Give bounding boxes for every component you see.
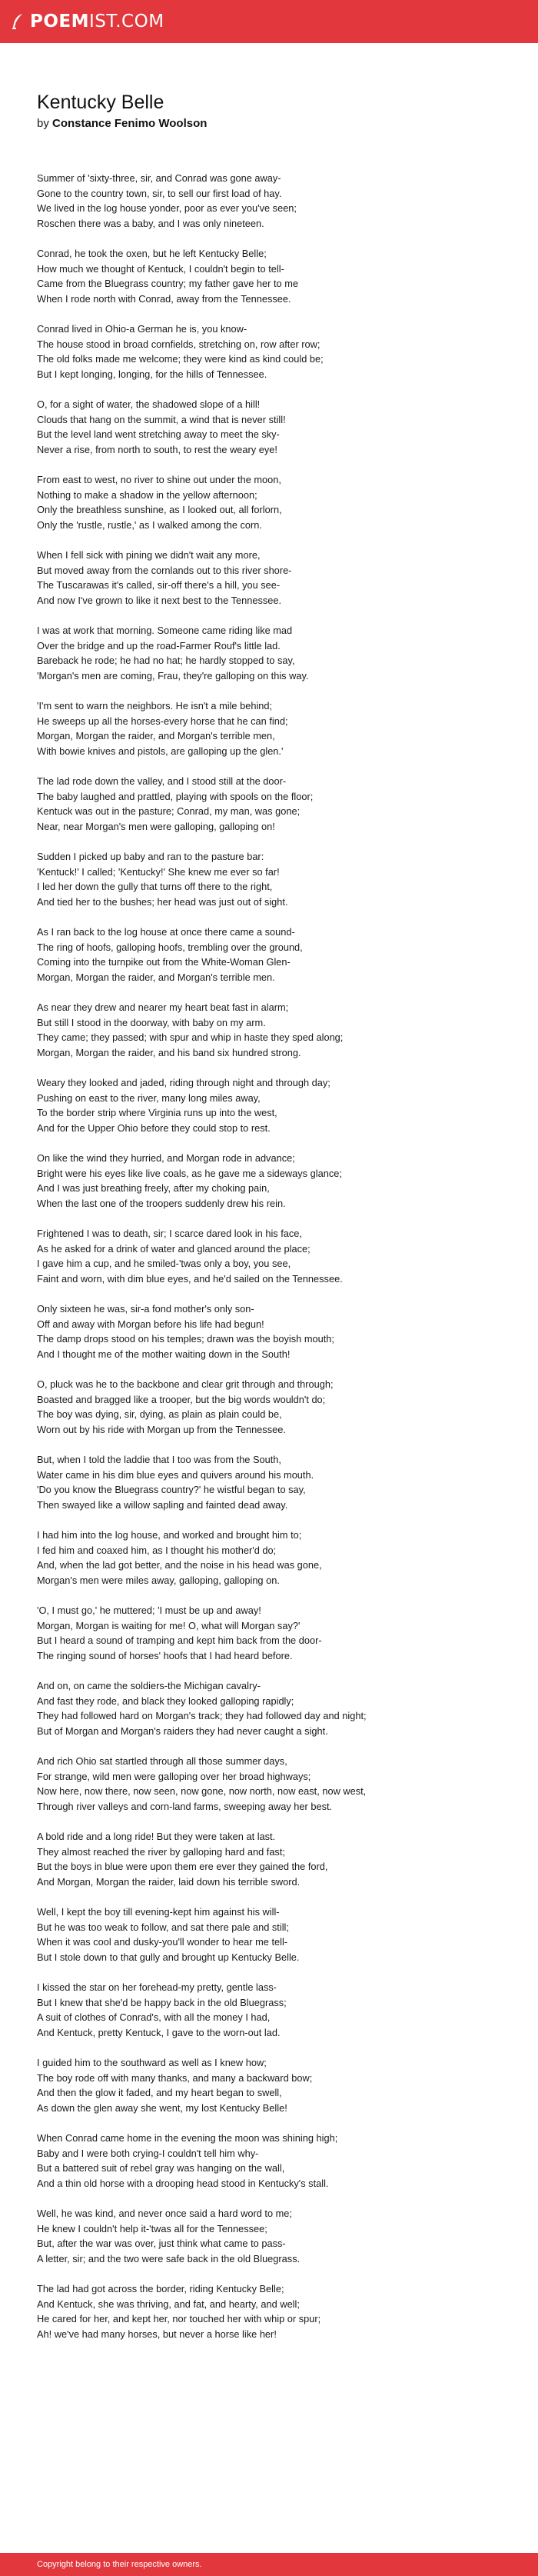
poem-line: And Kentuck, she was thriving, and fat, and hearty, and well; <box>37 2298 300 2310</box>
poem-line: And now I've grown to like it next best to the Tennessee. <box>37 594 282 606</box>
poem-line: But I kept longing, longing, for the hills of Tennessee. <box>37 368 267 380</box>
stanza <box>37 1829 538 1889</box>
poem-line: The lad rode down the valley, and I stood still at the door- <box>37 775 287 787</box>
poem-line: How much we thought of Kentuck, I couldn't begin to tell- <box>37 262 284 275</box>
poem-line: But moved away from the cornlands out to this river shore- <box>37 564 292 576</box>
stanza <box>37 1377 538 1437</box>
stanza <box>37 1000 538 1060</box>
poem-line: The old folks made me welcome; they were kind as kind could be; <box>37 353 324 365</box>
stanza <box>37 1226 538 1286</box>
poem-line: A bold ride and a long ride! But they were taken at last. <box>37 1831 276 1842</box>
poem-line: Morgan, Morgan the raider, and Morgan's terrible men, <box>37 730 275 741</box>
poem-line: Coming into the turnpike out from the White-Woman Glen- <box>37 956 291 968</box>
poem-line: When I rode north with Conrad, away from the Tennessee. <box>37 292 291 305</box>
poem-line: Worn out by his ride with Morgan up from the Tennessee. <box>37 1423 286 1435</box>
copyright-text: Copyright belong to their respective owners. <box>37 2560 202 2569</box>
stanza <box>37 1075 538 1135</box>
poem-line: Over the bridge and up the road-Farmer Rouf's little lad. <box>37 639 281 651</box>
poem-line: But a battered suit of rebel gray was hanging on the wall, <box>37 2162 285 2174</box>
stanza <box>37 1151 538 1211</box>
poem-line: I was at work that morning. Someone came riding like mad <box>37 625 293 636</box>
poem-line: As I ran back to the log house at once there came a sound- <box>37 926 295 938</box>
poem-line: Ah! we've had many horses, but never a horse like her! <box>37 2328 277 2340</box>
poem-line: Nothing to make a shadow in the yellow afternoon; <box>37 488 257 501</box>
poem-line: Came from the Bluegrass country; my father gave her to me <box>37 278 298 289</box>
poem-line: Near, near Morgan's men were galloping, galloping on! <box>37 820 275 832</box>
poem-line: Only the 'rustle, rustle,' as I walked among the corn. <box>37 518 262 531</box>
poem-line: Sudden I picked up baby and ran to the pasture bar: <box>37 851 264 862</box>
poem-line: They came; they passed; with spur and whip in haste they sped along; <box>37 1031 344 1043</box>
poem-line: Morgan, Morgan the raider, and Morgan's terrible men. <box>37 971 275 983</box>
poem-line: Off and away with Morgan before his life had begun! <box>37 1318 264 1330</box>
poem-line: I led her down the gully that turns off there to the right, <box>37 881 273 892</box>
poem-line: And I was just breathing freely, after my choking pain, <box>37 1182 270 1194</box>
poem-line: 'Kentuck!' I called; 'Kentucky!' She knew me ever so far! <box>37 865 280 878</box>
stanza <box>37 1528 538 1588</box>
poem-line: Pushing on east to the river, many long miles away, <box>37 1091 261 1104</box>
poem-body <box>37 171 538 2341</box>
poem-line: Frightened I was to death, sir; I scarce dared look in his face, <box>37 1228 302 1239</box>
poem-content <box>0 43 538 2341</box>
poem-line: And on, on came the soldiers-the Michigan cavalry- <box>37 1680 261 1691</box>
poem-line: And Morgan, Morgan the raider, laid down his terrible sword. <box>37 1875 301 1888</box>
byline <box>37 116 538 132</box>
poem-line: And Kentuck, pretty Kentuck, I gave to the worn-out lad. <box>37 2026 281 2038</box>
poem-line: Through river valleys and corn-land farms, sweeping away her best. <box>37 1800 333 1812</box>
poem-line: But he was too weak to follow, and sat there pale and still; <box>37 1921 289 1933</box>
stanza <box>37 1452 538 1512</box>
poem-line: We lived in the log house yonder, poor as ever you've seen; <box>37 202 297 214</box>
stanza <box>37 397 538 457</box>
poem-line: Conrad lived in Ohio-a German he is, you know- <box>37 323 247 335</box>
stanza <box>37 2281 538 2341</box>
stanza <box>37 1980 538 2040</box>
poem-line: But, after the war was over, just think what came to pass- <box>37 2238 286 2249</box>
logo-text-bold: POEM <box>30 12 90 32</box>
poem-line: 'I'm sent to warn the neighbors. He isn't a mile behind; <box>37 700 273 711</box>
poem-line: The ring of hoofs, galloping hoofs, trembling over the ground, <box>37 941 303 953</box>
poem-line: I fed him and coaxed him, as I thought his mother'd do; <box>37 1544 277 1556</box>
poem-line: When it was cool and dusky-you'll wonder to hear me tell- <box>37 1936 288 1948</box>
poem-line: To the border strip where Virginia runs up into the west, <box>37 1107 277 1118</box>
stanza <box>37 623 538 683</box>
poem-line: He sweeps up all the horses-every horse that he can find; <box>37 715 288 727</box>
poem-line: The damp drops stood on his temples; drawn was the boyish mouth; <box>37 1333 334 1345</box>
site-header <box>0 0 538 43</box>
stanza <box>37 1678 538 1738</box>
poem-line: Bright were his eyes like live coals, as he gave me a sideways glance; <box>37 1167 342 1179</box>
site-logo[interactable] <box>11 12 164 32</box>
author-link[interactable]: Constance Fenimo Woolson <box>52 117 208 130</box>
poem-line: Roschen there was a baby, and I was only nineteen. <box>37 217 264 229</box>
poem-line: He cared for her, and kept her, nor touched her with whip or spur; <box>37 2313 321 2324</box>
poem-line: Well, I kept the boy till evening-kept him against his will- <box>37 1906 280 1918</box>
poem-line: But I stole down to that gully and brought up Kentucky Belle. <box>37 1951 300 1963</box>
quill-icon <box>11 13 25 30</box>
poem-line: Never a rise, from north to south, to rest the weary eye! <box>37 443 277 455</box>
stanza <box>37 2131 538 2191</box>
poem-line: Conrad, he took the oxen, but he left Kentucky Belle; <box>37 248 267 259</box>
poem-line: The lad had got across the border, riding Kentucky Belle; <box>37 2283 284 2294</box>
poem-line: I guided him to the southward as well as I knew how; <box>37 2057 267 2068</box>
poem-line: Clouds that hang on the summit, a wind that is never still! <box>37 413 286 425</box>
poem-line: Boasted and bragged like a trooper, but the big words wouldn't do; <box>37 1393 326 1405</box>
poem-line: But, when I told the laddie that I too was from the South, <box>37 1454 281 1465</box>
stanza <box>37 1603 538 1663</box>
poem-line: Morgan's men were miles away, galloping, galloping on. <box>37 1574 280 1586</box>
poem-line: They had followed hard on Morgan's track; they had followed day and night; <box>37 1710 367 1721</box>
poem-line: And for the Upper Ohio before they could stop to rest. <box>37 1121 271 1134</box>
poem-line: But of Morgan and Morgan's raiders they had never caught a sight. <box>37 1725 328 1737</box>
poem-line: And fast they rode, and black they looked galloping rapidly; <box>37 1695 294 1707</box>
poem-line: The boy rode off with many thanks, and many a backward bow; <box>37 2071 313 2084</box>
poem-line: And then the glow it faded, and my heart began to swell, <box>37 2087 282 2098</box>
poem-line: A letter, sir; and the two were safe back in the old Bluegrass. <box>37 2252 301 2264</box>
poem-line: The boy was dying, sir, dying, as plain as plain could be, <box>37 1408 282 1420</box>
poem-line: And, when the lad got better, and the noise in his head was gone, <box>37 1559 322 1571</box>
poem-line: The Tuscarawas it's called, sir-off there's a hill, you see- <box>37 579 281 591</box>
poem-line: And a thin old horse with a drooping head stood in Kentucky's stall. <box>37 2177 329 2189</box>
poem-line: The ringing sound of horses' hoofs that I had heard before. <box>37 1649 293 1661</box>
poem-line: When I fell sick with pining we didn't wait any more, <box>37 549 261 561</box>
poem-line: On like the wind they hurried, and Morgan rode in advance; <box>37 1152 295 1164</box>
poem-line: Well, he was kind, and never once said a hard word to me; <box>37 2208 292 2219</box>
poem-line: Morgan, Morgan is waiting for me! O, what will Morgan say?' <box>37 1619 301 1631</box>
poem-line: But the level land went stretching away to meet the sky- <box>37 428 280 440</box>
poem-line: I kissed the star on her forehead-my pretty, gentle lass- <box>37 1981 277 1993</box>
poem-line: The baby laughed and prattled, playing with spools on the floor; <box>37 790 314 802</box>
site-footer <box>0 2553 538 2576</box>
poem-line: Then swayed like a willow sapling and fainted dead away. <box>37 1498 288 1511</box>
stanza <box>37 925 538 985</box>
stanza <box>37 849 538 909</box>
poem-line: The house stood in broad cornfields, stretching on, row after row; <box>37 338 320 350</box>
stanza <box>37 322 538 382</box>
poem-title: Kentucky Belle <box>37 92 164 113</box>
poem-line: But still I stood in the doorway, with baby on my arm. <box>37 1016 266 1028</box>
poem-line: And I thought me of the mother waiting down in the South! <box>37 1348 291 1360</box>
poem-line: I gave him a cup, and he smiled-'twas only a boy, you see, <box>37 1258 291 1269</box>
poem-line: They almost reached the river by galloping hard and fast; <box>37 1845 285 1858</box>
poem-line: As near they drew and nearer my heart beat fast in alarm; <box>37 1001 289 1013</box>
poem-line: 'Morgan's men are coming, Frau, they're galloping on this way. <box>37 669 309 681</box>
poem-line: A suit of clothes of Conrad's, with all the money I had, <box>37 2011 271 2023</box>
poem-line: He knew I couldn't help it-'twas all for the Tennessee; <box>37 2222 267 2234</box>
stanza <box>37 472 538 532</box>
poem-line: Morgan, Morgan the raider, and his band six hundred strong. <box>37 1046 301 1058</box>
stanza <box>37 171 538 231</box>
stanza <box>37 698 538 758</box>
stanza <box>37 1905 538 1964</box>
poem-line: Baby and I were both crying-I couldn't tell him why- <box>37 2147 259 2159</box>
poem-line: Faint and worn, with dim blue eyes, and he'd sailed on the Tennessee. <box>37 1272 343 1285</box>
poem-line: O, pluck was he to the backbone and clear grit through and through; <box>37 1378 334 1390</box>
poem-line: But I knew that she'd be happy back in the old Bluegrass; <box>37 1996 287 2008</box>
logo-text-light: IST.COM <box>89 12 164 32</box>
stanza <box>37 774 538 834</box>
poem-line: But the boys in blue were upon them ere ever they gained the ford, <box>37 1861 328 1872</box>
poem-line: When the last one of the troopers suddenly drew his rein. <box>37 1197 286 1209</box>
poem-line: As down the glen away she went, my lost Kentucky Belle! <box>37 2101 287 2114</box>
poem-line: With bowie knives and pistols, are galloping up the glen.' <box>37 745 284 757</box>
poem-line: For strange, wild men were galloping over her broad highways; <box>37 1770 311 1782</box>
poem-line: But I heard a sound of tramping and kept him back from the door- <box>37 1635 322 1646</box>
poem-line: Water came in his dim blue eyes and quivers around his mouth. <box>37 1468 314 1481</box>
poem-line: When Conrad came home in the evening the moon was shining high; <box>37 2132 338 2144</box>
poem-line: I had him into the log house, and worked and brought him to; <box>37 1529 302 1541</box>
stanza <box>37 548 538 608</box>
poem-line: And tied her to the bushes; her head was just out of sight. <box>37 895 288 908</box>
poem-line: Weary they looked and jaded, riding through night and through day; <box>37 1077 330 1088</box>
stanza <box>37 2055 538 2115</box>
poem-line: Only the breathless sunshine, as I looked out, all forlorn, <box>37 504 282 515</box>
poem-line: From east to west, no river to shine out under the moon, <box>37 474 281 485</box>
poem-line: Gone to the country town, sir, to sell our first load of hay. <box>37 187 282 199</box>
poem-line: And rich Ohio sat startled through all those summer days, <box>37 1755 287 1767</box>
stanza <box>37 1754 538 1814</box>
stanza <box>37 246 538 306</box>
poem-line: Kentuck was out in the pasture; Conrad, my man, was gone; <box>37 805 301 817</box>
poem-line: Now here, now there, now seen, now gone, now north, now east, now west, <box>37 1785 367 1797</box>
poem-line: Only sixteen he was, sir-a fond mother's only son- <box>37 1303 254 1315</box>
by-label: by <box>37 117 49 130</box>
poem-line: 'Do you know the Bluegrass country?' he wistful began to say, <box>37 1484 306 1495</box>
poem-line: Summer of 'sixty-three, sir, and Conrad was gone away- <box>37 172 281 184</box>
poem-line: O, for a sight of water, the shadowed slope of a hill! <box>37 398 261 410</box>
stanza <box>37 2206 538 2266</box>
poem-line: Bareback he rode; he had no hat; he hardly stopped to say, <box>37 655 295 666</box>
poem-line: 'O, I must go,' he muttered; 'I must be up and away! <box>37 1605 261 1616</box>
poem-line: As he asked for a drink of water and glanced around the place; <box>37 1242 311 1255</box>
stanza <box>37 1301 538 1361</box>
